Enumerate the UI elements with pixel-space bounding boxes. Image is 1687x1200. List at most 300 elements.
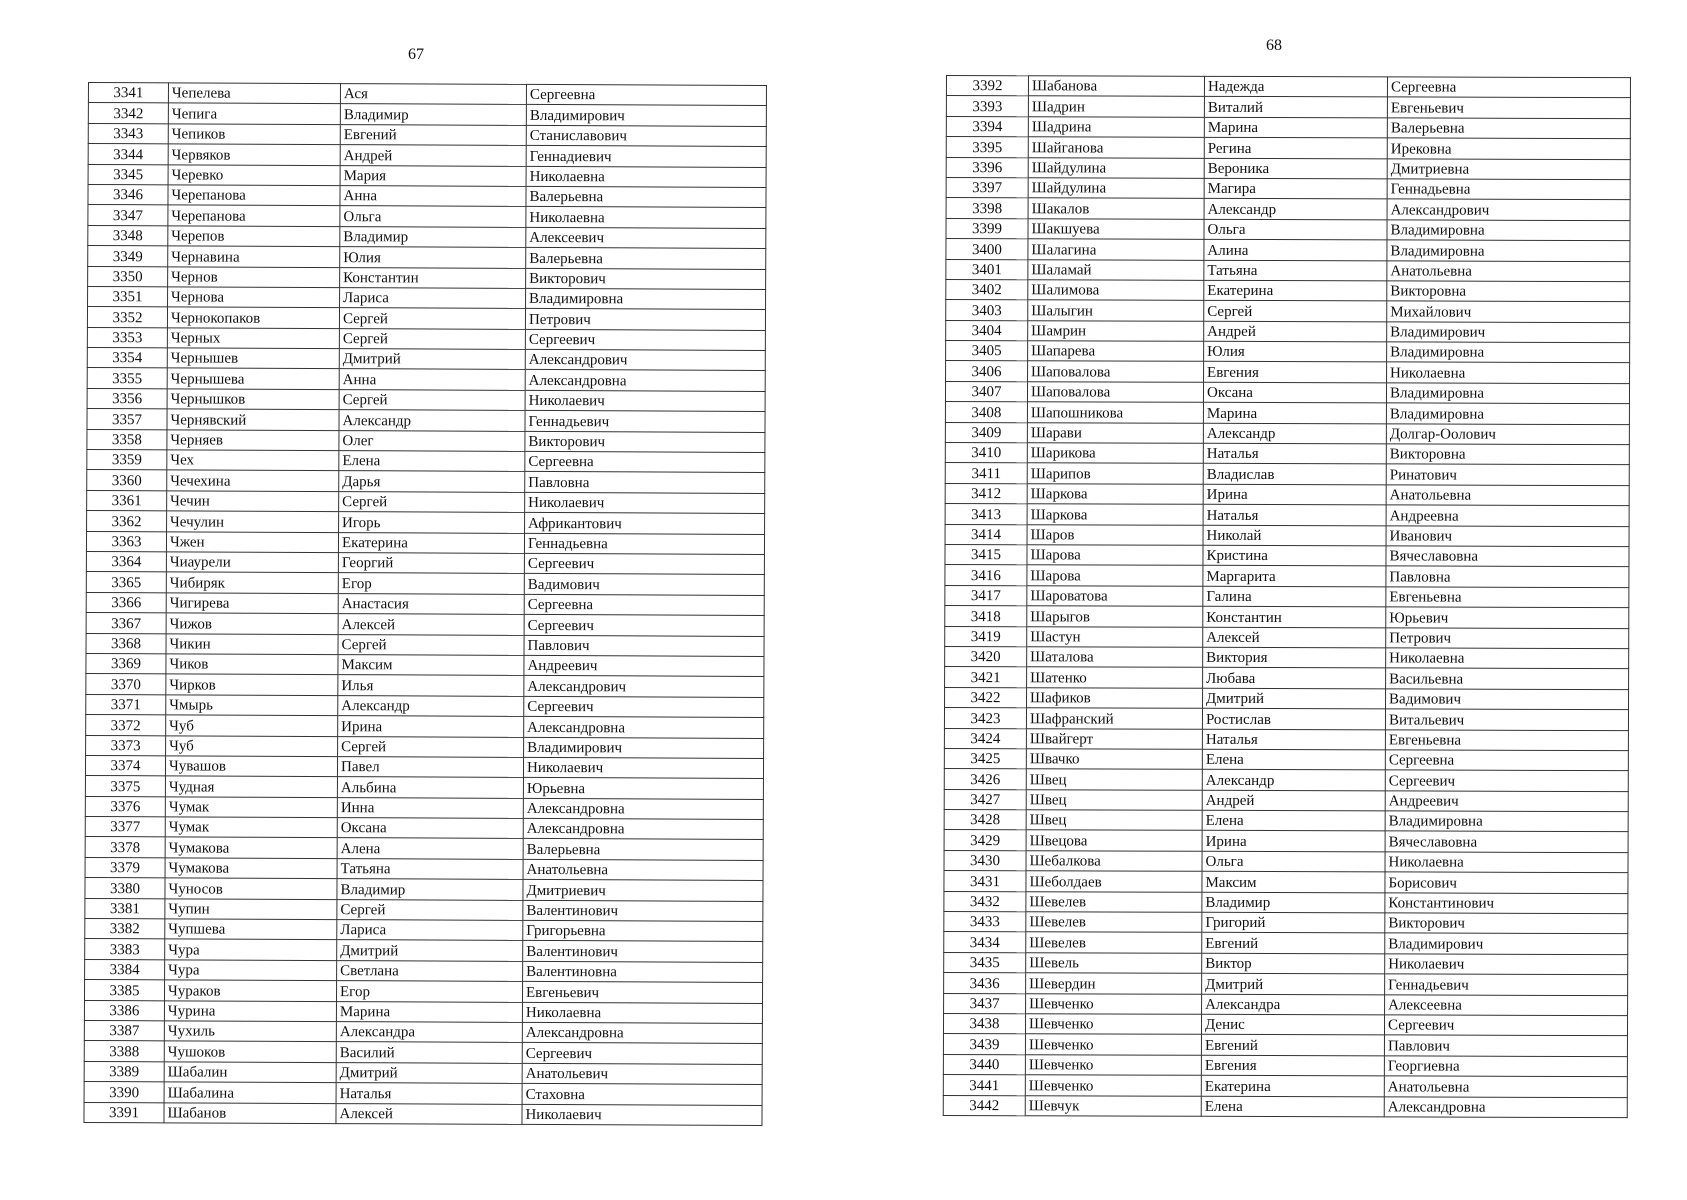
table-row xyxy=(945,687,1629,710)
table-row xyxy=(945,381,1629,404)
record-number-cell: 3386 xyxy=(84,1000,164,1021)
surname-cell: Чмырь xyxy=(166,695,338,716)
record-number-cell: 3411 xyxy=(945,463,1027,484)
table-row xyxy=(88,123,766,146)
surname-cell: Шалагина xyxy=(1028,239,1204,260)
table-row xyxy=(84,1102,762,1125)
table-row xyxy=(88,246,766,269)
record-number-cell: 3384 xyxy=(85,959,165,980)
register-table-left xyxy=(83,82,767,1126)
patronymic-cell: Викторовна xyxy=(1387,281,1630,302)
table-row xyxy=(84,1000,762,1023)
record-number-cell: 3348 xyxy=(88,225,168,246)
first-name-cell: Ирина xyxy=(1203,484,1386,505)
surname-cell: Чушоков xyxy=(164,1041,336,1062)
surname-cell: Шабалин xyxy=(164,1062,336,1083)
surname-cell: Чернавина xyxy=(168,246,340,267)
record-number-cell: 3424 xyxy=(944,728,1026,749)
table-row xyxy=(88,184,766,207)
surname-cell: Шаталова xyxy=(1027,647,1203,668)
table-row xyxy=(87,409,765,432)
patronymic-cell: Владимировна xyxy=(1386,403,1629,424)
record-number-cell: 3409 xyxy=(945,422,1027,443)
record-number-cell: 3399 xyxy=(946,218,1028,239)
surname-cell: Чупин xyxy=(165,898,337,919)
table-row xyxy=(86,551,764,574)
table-row xyxy=(84,1061,762,1084)
surname-cell: Шаров xyxy=(1027,524,1203,545)
table-row xyxy=(87,490,765,513)
table-row xyxy=(85,898,763,921)
surname-cell: Черняев xyxy=(167,429,339,450)
surname-cell: Шайдулина xyxy=(1028,157,1204,178)
first-name-cell: Егор xyxy=(338,573,524,594)
first-name-cell: Андрей xyxy=(340,145,526,166)
record-number-cell: 3370 xyxy=(86,674,166,695)
record-number-cell: 3441 xyxy=(943,1075,1025,1096)
first-name-cell: Дарья xyxy=(339,471,525,492)
patronymic-cell: Сергеевна xyxy=(526,84,766,105)
table-row xyxy=(946,320,1630,343)
first-name-cell: Екатерина xyxy=(1201,1075,1384,1096)
record-number-cell: 3392 xyxy=(946,76,1028,97)
surname-cell: Шаркова xyxy=(1027,484,1203,505)
patronymic-cell: Павлович xyxy=(1384,1035,1627,1056)
table-row xyxy=(946,218,1630,241)
first-name-cell: Вероника xyxy=(1204,158,1387,179)
table-row xyxy=(945,463,1629,486)
first-name-cell: Евгения xyxy=(1204,362,1387,383)
surname-cell: Шаркова xyxy=(1027,504,1203,525)
first-name-cell: Александр xyxy=(338,695,524,716)
surname-cell: Чиков xyxy=(166,654,338,675)
table-row xyxy=(86,694,764,717)
patronymic-cell: Юрьевич xyxy=(1386,607,1629,628)
first-name-cell: Сергей xyxy=(339,491,525,512)
table-row xyxy=(945,483,1629,506)
first-name-cell: Лариса xyxy=(340,288,526,309)
record-number-cell: 3365 xyxy=(86,572,166,593)
surname-cell: Червяков xyxy=(168,144,340,165)
record-number-cell: 3343 xyxy=(88,123,168,144)
table-row xyxy=(945,667,1629,690)
first-name-cell: Алексей xyxy=(336,1103,522,1124)
surname-cell: Шевелев xyxy=(1026,891,1202,912)
first-name-cell: Андрей xyxy=(1202,790,1385,811)
first-name-cell: Елена xyxy=(339,451,525,472)
patronymic-cell: Иванович xyxy=(1386,525,1629,546)
patronymic-cell: Владимирович xyxy=(526,105,766,126)
register-table-left-body xyxy=(84,83,767,1126)
patronymic-cell: Владимирович xyxy=(1387,322,1630,343)
surname-cell: Шадрина xyxy=(1028,117,1204,138)
patronymic-cell: Петрович xyxy=(1386,627,1629,648)
record-number-cell: 3435 xyxy=(944,952,1026,973)
patronymic-cell: Павловна xyxy=(525,472,765,493)
record-number-cell: 3422 xyxy=(945,687,1027,708)
surname-cell: Чупшева xyxy=(165,919,337,940)
surname-cell: Шакалов xyxy=(1028,198,1204,219)
table-row xyxy=(945,606,1629,629)
patronymic-cell: Николаевна xyxy=(522,1002,762,1023)
first-name-cell: Сергей xyxy=(338,634,524,655)
patronymic-cell: Ринатович xyxy=(1386,464,1629,485)
first-name-cell: Евгений xyxy=(340,124,526,145)
first-name-cell: Елена xyxy=(1202,810,1385,831)
record-number-cell: 3344 xyxy=(88,144,168,165)
surname-cell: Чернявский xyxy=(167,409,339,430)
first-name-cell: Максим xyxy=(338,655,524,676)
first-name-cell: Оксана xyxy=(1203,382,1386,403)
first-name-cell: Магира xyxy=(1204,178,1387,199)
surname-cell: Шевердин xyxy=(1026,973,1202,994)
patronymic-cell: Дмитриевич xyxy=(523,880,763,901)
table-row xyxy=(945,422,1629,445)
table-row xyxy=(85,776,763,799)
record-number-cell: 3403 xyxy=(946,300,1028,321)
patronymic-cell: Анатольевна xyxy=(523,859,763,880)
record-number-cell: 3357 xyxy=(87,409,167,430)
surname-cell: Чиаурели xyxy=(166,552,338,573)
first-name-cell: Олег xyxy=(339,430,525,451)
record-number-cell: 3420 xyxy=(945,646,1027,667)
first-name-cell: Наталья xyxy=(1203,443,1386,464)
patronymic-cell: Викторович xyxy=(525,431,765,452)
surname-cell: Чумакова xyxy=(165,837,337,858)
surname-cell: Шафранский xyxy=(1026,708,1202,729)
patronymic-cell: Викторович xyxy=(1385,913,1628,934)
first-name-cell: Александр xyxy=(1204,199,1387,220)
first-name-cell: Юлия xyxy=(1204,341,1387,362)
surname-cell: Чжен xyxy=(166,531,338,552)
record-number-cell: 3366 xyxy=(86,592,166,613)
surname-cell: Черепов xyxy=(168,226,340,247)
record-number-cell: 3401 xyxy=(946,259,1028,280)
surname-cell: Шевченко xyxy=(1026,993,1202,1014)
table-row xyxy=(86,715,764,738)
surname-cell: Швец xyxy=(1026,789,1202,810)
table-row xyxy=(86,613,764,636)
table-row xyxy=(946,239,1630,262)
record-number-cell: 3393 xyxy=(946,96,1028,117)
page-number-left: 67 xyxy=(408,46,424,63)
record-number-cell: 3371 xyxy=(86,694,166,715)
table-row xyxy=(945,504,1629,527)
patronymic-cell: Сергеевна xyxy=(524,594,764,615)
first-name-cell: Наталья xyxy=(336,1083,522,1104)
surname-cell: Шаповалова xyxy=(1028,361,1204,382)
surname-cell: Шабанов xyxy=(164,1102,336,1123)
table-row xyxy=(86,592,764,615)
patronymic-cell: Андреевич xyxy=(524,655,764,676)
table-row xyxy=(944,932,1628,955)
first-name-cell: Николай xyxy=(1203,525,1386,546)
surname-cell: Шалимова xyxy=(1028,280,1204,301)
table-row xyxy=(946,361,1630,384)
first-name-cell: Екатерина xyxy=(1204,280,1387,301)
patronymic-cell: Николаевна xyxy=(526,166,766,187)
first-name-cell: Ирина xyxy=(338,716,524,737)
first-name-cell: Дмитрий xyxy=(1202,973,1385,994)
patronymic-cell: Геннадиевич xyxy=(526,146,766,167)
record-number-cell: 3383 xyxy=(85,939,165,960)
first-name-cell: Анастасия xyxy=(338,593,524,614)
first-name-cell: Константин xyxy=(1203,606,1386,627)
surname-cell: Шапошникова xyxy=(1027,402,1203,423)
first-name-cell: Любава xyxy=(1203,668,1386,689)
surname-cell: Чернышков xyxy=(167,389,339,410)
patronymic-cell: Николаевич xyxy=(522,1104,762,1125)
table-row xyxy=(88,164,766,187)
record-number-cell: 3397 xyxy=(946,177,1028,198)
record-number-cell: 3354 xyxy=(87,348,167,369)
surname-cell: Шалыгин xyxy=(1028,300,1204,321)
first-name-cell: Дмитрий xyxy=(337,940,523,961)
patronymic-cell: Михайлович xyxy=(1387,301,1630,322)
record-number-cell: 3417 xyxy=(945,585,1027,606)
patronymic-cell: Евгеньевна xyxy=(1385,729,1628,750)
table-row xyxy=(86,674,764,697)
patronymic-cell: Владимировна xyxy=(1386,383,1629,404)
surname-cell: Шевченко xyxy=(1025,1055,1201,1076)
record-number-cell: 3416 xyxy=(945,565,1027,586)
surname-cell: Швец xyxy=(1026,769,1202,790)
record-number-cell: 3362 xyxy=(87,511,167,532)
first-name-cell: Анна xyxy=(339,369,525,390)
table-row xyxy=(87,511,765,534)
table-row xyxy=(85,796,763,819)
table-row xyxy=(944,973,1628,996)
patronymic-cell: Валерьевна xyxy=(526,186,766,207)
patronymic-cell: Андреевна xyxy=(1386,505,1629,526)
record-number-cell: 3374 xyxy=(85,755,165,776)
table-row xyxy=(944,952,1628,975)
patronymic-cell: Александровна xyxy=(524,717,764,738)
surname-cell: Шайдулина xyxy=(1028,178,1204,199)
first-name-cell: Андрей xyxy=(1204,321,1387,342)
table-row xyxy=(944,708,1628,731)
patronymic-cell: Витальевич xyxy=(1385,709,1628,730)
record-number-cell: 3425 xyxy=(944,748,1026,769)
patronymic-cell: Геннадьевна xyxy=(1387,179,1630,200)
patronymic-cell: Вячеславовна xyxy=(1385,831,1628,852)
patronymic-cell: Евгеньевич xyxy=(522,982,762,1003)
surname-cell: Шарова xyxy=(1027,565,1203,586)
surname-cell: Чура xyxy=(165,960,337,981)
table-row xyxy=(946,198,1630,221)
table-row xyxy=(945,646,1629,669)
first-name-cell: Екатерина xyxy=(338,532,524,553)
first-name-cell: Евгения xyxy=(1201,1055,1384,1076)
record-number-cell: 3400 xyxy=(946,239,1028,260)
surname-cell: Черепанова xyxy=(168,205,340,226)
record-number-cell: 3429 xyxy=(944,830,1026,851)
patronymic-cell: Владимировна xyxy=(1385,811,1628,832)
patronymic-cell: Александровна xyxy=(525,370,765,391)
first-name-cell: Ася xyxy=(340,84,526,105)
table-row xyxy=(946,177,1630,200)
first-name-cell: Ольга xyxy=(1202,851,1385,872)
record-number-cell: 3414 xyxy=(945,524,1027,545)
patronymic-cell: Вадимович xyxy=(1386,689,1629,710)
table-row xyxy=(87,327,765,350)
record-number-cell: 3369 xyxy=(86,653,166,674)
record-number-cell: 3431 xyxy=(944,871,1026,892)
patronymic-cell: Сергеевна xyxy=(1387,77,1630,98)
first-name-cell: Виктор xyxy=(1202,953,1385,974)
record-number-cell: 3350 xyxy=(88,266,168,287)
patronymic-cell: Александрович xyxy=(525,349,765,370)
patronymic-cell: Георгиевна xyxy=(1384,1056,1627,1077)
first-name-cell: Владимир xyxy=(340,104,526,125)
table-row xyxy=(943,1095,1627,1118)
table-row xyxy=(946,341,1630,364)
table-row xyxy=(946,137,1630,160)
table-row xyxy=(87,450,765,473)
record-number-cell: 3349 xyxy=(88,246,168,267)
table-row xyxy=(84,1082,762,1105)
patronymic-cell: Ирековна xyxy=(1387,138,1630,159)
surname-cell: Чигирева xyxy=(166,593,338,614)
table-row xyxy=(86,572,764,595)
patronymic-cell: Долгар-Оолович xyxy=(1386,424,1629,445)
first-name-cell: Марина xyxy=(1204,117,1387,138)
patronymic-cell: Алексеевна xyxy=(1385,994,1628,1015)
record-number-cell: 3342 xyxy=(88,103,168,124)
record-number-cell: 3396 xyxy=(946,157,1028,178)
patronymic-cell: Викторовна xyxy=(1386,444,1629,465)
record-number-cell: 3394 xyxy=(946,116,1028,137)
first-name-cell: Владимир xyxy=(340,226,526,247)
record-number-cell: 3351 xyxy=(88,286,168,307)
first-name-cell: Галина xyxy=(1203,586,1386,607)
surname-cell: Шаламай xyxy=(1028,259,1204,280)
record-number-cell: 3398 xyxy=(946,198,1028,219)
surname-cell: Чепига xyxy=(168,103,340,124)
first-name-cell: Дмитрий xyxy=(336,1062,522,1083)
table-row xyxy=(944,912,1628,935)
record-number-cell: 3372 xyxy=(86,715,166,736)
patronymic-cell: Владимирович xyxy=(1385,933,1628,954)
patronymic-cell: Африкантович xyxy=(525,513,765,534)
first-name-cell: Алина xyxy=(1204,239,1387,260)
record-number-cell: 3434 xyxy=(944,932,1026,953)
record-number-cell: 3410 xyxy=(945,443,1027,464)
record-number-cell: 3426 xyxy=(944,769,1026,790)
first-name-cell: Владислав xyxy=(1203,464,1386,485)
first-name-cell: Сергей xyxy=(339,328,525,349)
surname-cell: Швец xyxy=(1026,810,1202,831)
surname-cell: Швайгерт xyxy=(1026,728,1202,749)
surname-cell: Чечулин xyxy=(167,511,339,532)
first-name-cell: Алексей xyxy=(338,614,524,635)
surname-cell: Чумакова xyxy=(165,858,337,879)
table-row xyxy=(944,891,1628,914)
surname-cell: Черных xyxy=(167,328,339,349)
first-name-cell: Инна xyxy=(337,797,523,818)
record-number-cell: 3438 xyxy=(943,1013,1025,1034)
surname-cell: Шевченко xyxy=(1025,1014,1201,1035)
patronymic-cell: Васильевна xyxy=(1386,668,1629,689)
first-name-cell: Татьяна xyxy=(337,858,523,879)
record-number-cell: 3352 xyxy=(87,307,167,328)
patronymic-cell: Сергеевич xyxy=(524,615,764,636)
patronymic-cell: Евгеньевна xyxy=(1386,587,1629,608)
surname-cell: Шарипов xyxy=(1027,463,1203,484)
surname-cell: Швачко xyxy=(1026,749,1202,770)
surname-cell: Чепиков xyxy=(168,124,340,145)
table-row xyxy=(945,626,1629,649)
table-row xyxy=(945,443,1629,466)
first-name-cell: Мария xyxy=(340,165,526,186)
first-name-cell: Александра xyxy=(336,1022,522,1043)
first-name-cell: Сергей xyxy=(1204,301,1387,322)
record-number-cell: 3390 xyxy=(84,1082,164,1103)
record-number-cell: 3391 xyxy=(84,1102,164,1123)
surname-cell: Шевелев xyxy=(1026,912,1202,933)
patronymic-cell: Сергеевна xyxy=(1385,750,1628,771)
table-row xyxy=(945,524,1629,547)
patronymic-cell: Павлович xyxy=(524,635,764,656)
first-name-cell: Александра xyxy=(1202,994,1385,1015)
table-row xyxy=(84,1041,762,1064)
record-number-cell: 3442 xyxy=(943,1095,1025,1116)
table-row xyxy=(86,633,764,656)
record-number-cell: 3408 xyxy=(945,402,1027,423)
patronymic-cell: Вадимович xyxy=(524,574,764,595)
table-row xyxy=(944,728,1628,751)
record-number-cell: 3418 xyxy=(945,606,1027,627)
patronymic-cell: Валерьевна xyxy=(526,248,766,269)
table-row xyxy=(87,470,765,493)
first-name-cell: Надежда xyxy=(1204,76,1387,97)
surname-cell: Чернышев xyxy=(167,348,339,369)
surname-cell: Шевченко xyxy=(1025,1034,1201,1055)
table-row xyxy=(85,817,763,840)
patronymic-cell: Сергеевич xyxy=(1384,1015,1627,1036)
first-name-cell: Елена xyxy=(1201,1096,1384,1117)
surname-cell: Чуб xyxy=(166,715,338,736)
first-name-cell: Виталий xyxy=(1204,97,1387,118)
table-row xyxy=(944,850,1628,873)
record-number-cell: 3355 xyxy=(87,368,167,389)
first-name-cell: Елена xyxy=(1202,749,1385,770)
patronymic-cell: Владимирович xyxy=(524,737,764,758)
first-name-cell: Евгений xyxy=(1201,1035,1384,1056)
patronymic-cell: Андреевич xyxy=(1385,791,1628,812)
first-name-cell: Анна xyxy=(340,186,526,207)
surname-cell: Чернышева xyxy=(167,368,339,389)
patronymic-cell: Анатольевна xyxy=(1387,260,1630,281)
first-name-cell: Денис xyxy=(1201,1014,1384,1035)
table-row xyxy=(85,837,763,860)
first-name-cell: Егор xyxy=(336,981,522,1002)
table-row xyxy=(88,266,766,289)
patronymic-cell: Геннадьевич xyxy=(525,411,765,432)
surname-cell: Чуб xyxy=(166,735,338,756)
patronymic-cell: Анатольевна xyxy=(1384,1076,1627,1097)
table-row xyxy=(86,531,764,554)
record-number-cell: 3423 xyxy=(944,708,1026,729)
patronymic-cell: Валентинович xyxy=(523,941,763,962)
surname-cell: Шевель xyxy=(1026,953,1202,974)
surname-cell: Черевко xyxy=(168,164,340,185)
record-number-cell: 3402 xyxy=(946,279,1028,300)
table-row xyxy=(85,755,763,778)
surname-cell: Шевчук xyxy=(1025,1095,1201,1116)
record-number-cell: 3382 xyxy=(85,919,165,940)
patronymic-cell: Владимировна xyxy=(526,288,766,309)
